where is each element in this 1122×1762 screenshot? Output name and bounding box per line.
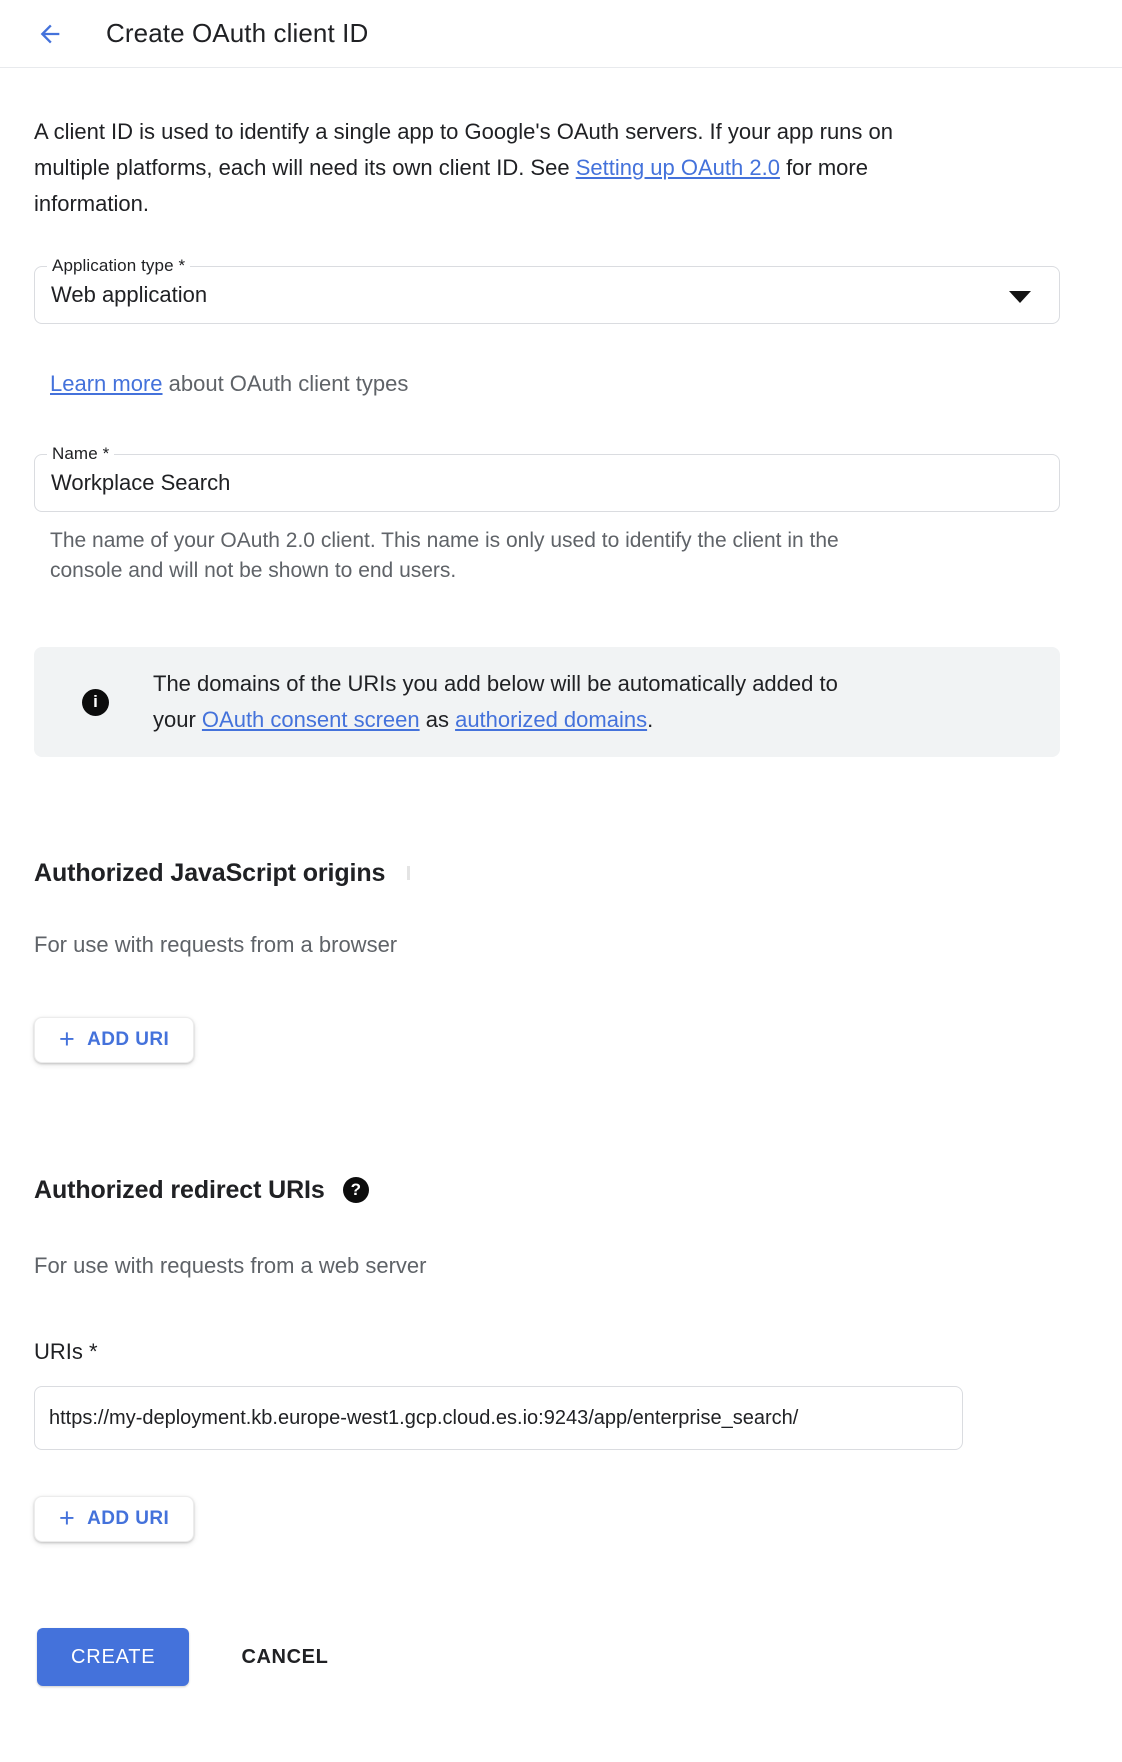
add-js-origin-uri-button[interactable] — [34, 1017, 194, 1063]
dropdown-caret-icon — [1009, 291, 1031, 303]
add-redirect-uri-button[interactable] — [34, 1496, 194, 1542]
create-button[interactable]: CREATE — [37, 1628, 189, 1686]
learn-more-link[interactable]: Learn more — [50, 371, 163, 396]
name-helper-text: The name of your OAuth 2.0 client. This name is only used to identify the client in the console and will not be shown to end users. — [50, 529, 839, 582]
info-banner-text — [153, 666, 838, 738]
plus-icon: + — [59, 1023, 76, 1054]
redirect-uris-heading-text: Authorized redirect URIs — [34, 1176, 325, 1204]
redirect-uri-input[interactable] — [35, 1387, 946, 1449]
setting-up-oauth-link[interactable]: Setting up OAuth 2.0 — [575, 155, 780, 180]
application-type-label: Application type * — [47, 256, 190, 276]
redirect-uris-subtitle: For use with requests from a web server — [34, 1253, 427, 1278]
application-type-select[interactable] — [34, 256, 1060, 324]
name-label: Name * — [47, 444, 114, 464]
banner-line1: The domains of the URIs you add below will be automatically added to — [153, 671, 838, 696]
main-content — [0, 114, 1122, 1761]
redirect-uri-field[interactable] — [34, 1386, 963, 1450]
page-header — [0, 0, 1122, 68]
add-uri-label: ADD URI — [87, 1508, 170, 1529]
name-field[interactable] — [34, 444, 1060, 512]
name-input[interactable] — [35, 455, 999, 511]
banner-line2-end: . — [647, 707, 654, 732]
js-origins-heading-text: Authorized JavaScript origins — [34, 859, 386, 887]
intro-text-start: A client ID is used to identify a single app to Google's OAuth servers. If your app runs on multiple platforms, each will need its own client ID. See — [34, 119, 893, 180]
cancel-button[interactable]: CANCEL — [241, 1645, 329, 1668]
info-icon: i — [82, 689, 109, 716]
page-title: Create OAuth client ID — [106, 18, 369, 48]
help-icon-partial — [407, 866, 410, 880]
learn-more-text: about OAuth client types — [162, 371, 409, 396]
js-origins-heading — [34, 855, 1088, 891]
redirect-uris-heading — [34, 1172, 1088, 1208]
js-origins-subtitle: For use with requests from a browser — [34, 932, 398, 957]
intro-paragraph — [34, 114, 937, 222]
back-arrow-icon[interactable] — [36, 20, 64, 48]
authorized-domains-link[interactable]: authorized domains — [455, 707, 648, 732]
plus-icon: + — [59, 1502, 76, 1533]
oauth-consent-screen-link[interactable]: OAuth consent screen — [201, 707, 420, 732]
application-type-value: Web application — [51, 282, 208, 307]
uris-label: URIs * — [34, 1339, 98, 1364]
learn-more-line — [50, 370, 1088, 398]
banner-line2-start: your — [153, 707, 202, 732]
help-icon[interactable]: ? — [343, 1177, 369, 1203]
action-buttons-row — [34, 1628, 1088, 1686]
intro-text-end: for more information. — [34, 155, 868, 216]
add-uri-label: ADD URI — [87, 1029, 170, 1050]
banner-line2-mid: as — [419, 707, 456, 732]
info-banner — [34, 647, 1060, 757]
